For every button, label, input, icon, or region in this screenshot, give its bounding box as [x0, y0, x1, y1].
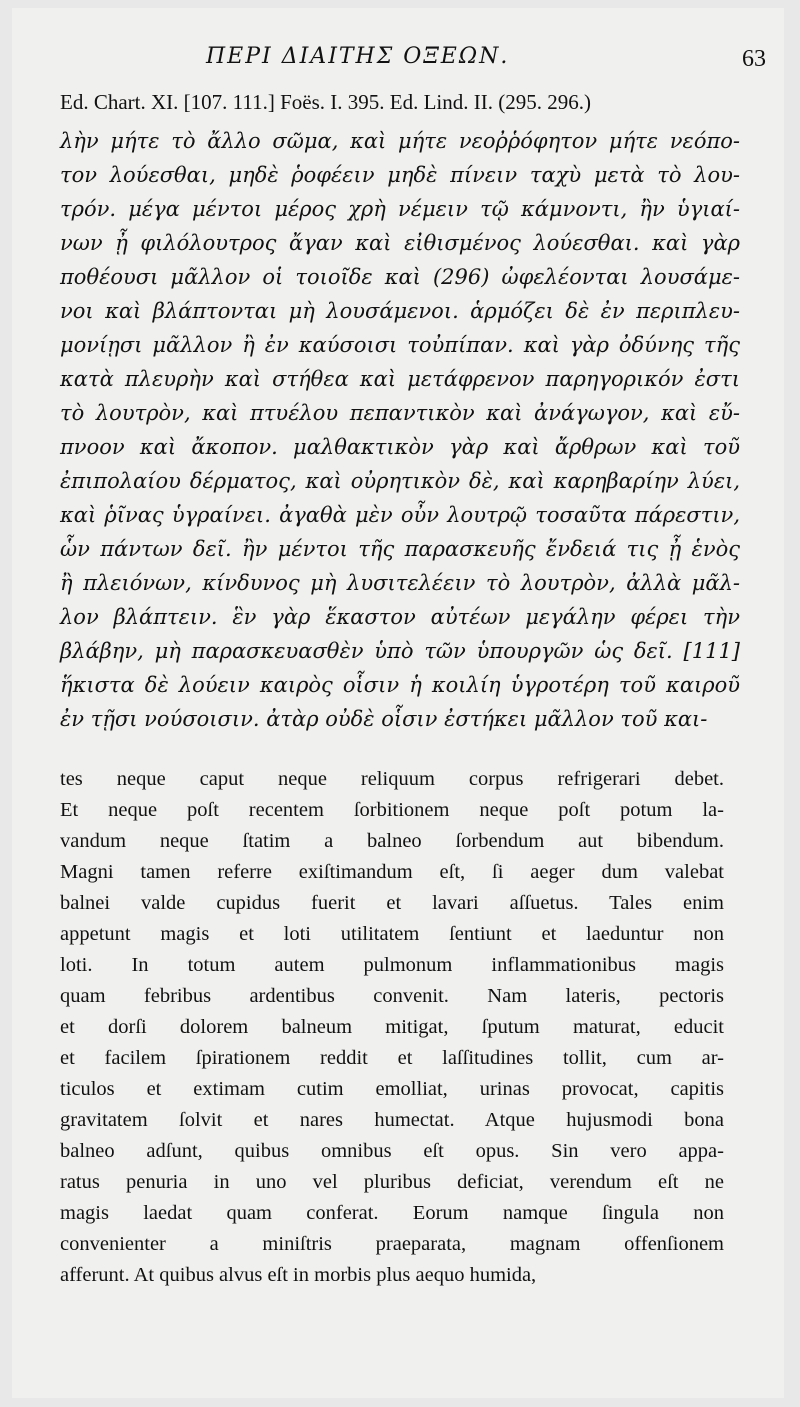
greek-line: ὧν πάντων δεῖ. ἢν μέντοι τῆς παρασκευῆς ἔνδειά τις ᾖ ἑνὸς [60, 537, 740, 561]
greek-line: τον λούεσθαι, μηδὲ ῥοφέειν μηδὲ πίνειν ταχὺ μετὰ τὸ λου- [60, 163, 740, 187]
greek-line: ἥκιστα δὲ λούειν καιρὸς οἷσιν ἡ κοιλίη ὑγροτέρη τοῦ καιροῦ [60, 673, 740, 697]
latin-line: vandum neque ſtatim a balneo ſorbendum aut bibendum. [60, 830, 724, 852]
greek-line: κατὰ πλευρὴν καὶ στήθεα καὶ μετάφρενον παρηγορικόν ἐστι [60, 367, 740, 391]
greek-line: βλάβην, μὴ παρασκευασθὲν ὑπὸ τῶν ὑπουργῶν ὡς δεῖ. [111] [60, 639, 740, 663]
greek-line: μονίῃσι μᾶλλον ἢ ἐν καύσοισι τοὐπίπαν. καὶ γὰρ ὀδύνης τῆς [60, 333, 740, 357]
latin-line: Magni tamen referre exiſtimandum eſt, ſi aeger dum valebat [60, 861, 724, 883]
latin-line: gravitatem ſolvit et nares humectat. Atque hujusmodi bona [60, 1109, 724, 1131]
latin-text-block [60, 764, 724, 1291]
greek-line: ἢ πλειόνων, κίνδυνος μὴ λυσιτελέειν τὸ λουτρὸν, ἀλλὰ μᾶλ- [60, 571, 740, 595]
latin-line: et facilem ſpirationem reddit et laſſitudines tollit, cum ar- [60, 1047, 724, 1069]
greek-line: νοι καὶ βλάπτονται μὴ λουσάμενοι. ἁρμόζει δὲ ἐν περιπλευ- [60, 299, 740, 323]
latin-line: loti. In totum autem pulmonum inflammationibus magis [60, 954, 724, 976]
greek-line: τρόν. μέγα μέντοι μέρος χρὴ νέμειν τῷ κάμνοντι, ἢν ὑγιαί- [60, 197, 740, 221]
latin-line: Et neque poſt recentem ſorbitionem neque poſt potum la- [60, 799, 724, 821]
latin-line: quam febribus ardentibus convenit. Nam lateris, pectoris [60, 985, 724, 1007]
greek-line: ἐπιπολαίου δέρματος, καὶ οὐρητικὸν δὲ, καὶ καρηβαρίην λύει, [60, 469, 740, 493]
greek-line: ποθέουσι μᾶλλον οἱ τοιοῖδε καὶ (296) ὠφελέονται λουσάμε- [60, 265, 740, 289]
greek-line: λὴν μήτε τὸ ἄλλο σῶμα, καὶ μήτε νεοῤῥόφητον μήτε νεόπο- [60, 129, 740, 153]
latin-line: ratus penuria in uno vel pluribus deficiat, verendum eſt ne [60, 1171, 724, 1193]
greek-line: νων ᾖ φιλόλουτρος ἄγαν καὶ εἰθισμένος λούεσθαι. καὶ γὰρ [60, 231, 740, 255]
latin-line: magis laedat quam conferat. Eorum namque ſingula non [60, 1202, 724, 1224]
latin-line: tes neque caput neque reliquum corpus refrigerari debet. [60, 768, 724, 790]
page-number: 63 [742, 46, 766, 72]
latin-line: balnei valde cupidus fuerit et lavari aſſuetus. Tales enim [60, 892, 724, 914]
greek-line: πνοον καὶ ἄκοπον. μαλθακτικὸν γὰρ καὶ ἄρθρων καὶ τοῦ [60, 435, 740, 459]
running-title: ΠΕΡΙ ΔΙΑΙΤΗΣ ΟΞΕΩΝ. [206, 44, 510, 69]
greek-text-block [60, 124, 740, 736]
latin-line: convenienter a miniſtris praeparata, magnam offenſionem [60, 1233, 724, 1255]
latin-line: ticulos et extimam cutim emolliat, urinas provocat, capitis [60, 1078, 724, 1100]
latin-line: et dorſi dolorem balneum mitigat, ſputum maturat, educit [60, 1016, 724, 1038]
greek-line: καὶ ῥῖνας ὑγραίνει. ἀγαθὰ μὲν οὖν λουτρῷ τοσαῦτα πάρεστιν, [60, 503, 740, 527]
latin-line: afferunt. At quibus alvus eſt in morbis plus aequo humida, [60, 1264, 537, 1286]
greek-line: τὸ λουτρὸν, καὶ πτυέλου πεπαντικὸν καὶ ἀνάγωγον, καὶ εὔ- [60, 401, 740, 425]
greek-line: λον βλάπτειν. ἓν γὰρ ἕκαστον αὐτέων μεγάλην φέρει τὴν [60, 605, 740, 629]
latin-line: appetunt magis et loti utilitatem ſentiunt et laeduntur non [60, 923, 724, 945]
greek-line: ἐν τῇσι νούσοισιν. ἀτὰρ οὐδὲ οἷσιν ἐστήκει μᾶλλον τοῦ και- [60, 707, 708, 731]
edition-reference: Ed. Chart. XI. [107. 111.] Foës. I. 395. Ed. Lind. II. (295. 296.) [60, 90, 591, 114]
latin-line: balneo adſunt, quibus omnibus eſt opus. Sin vero appa- [60, 1140, 724, 1162]
